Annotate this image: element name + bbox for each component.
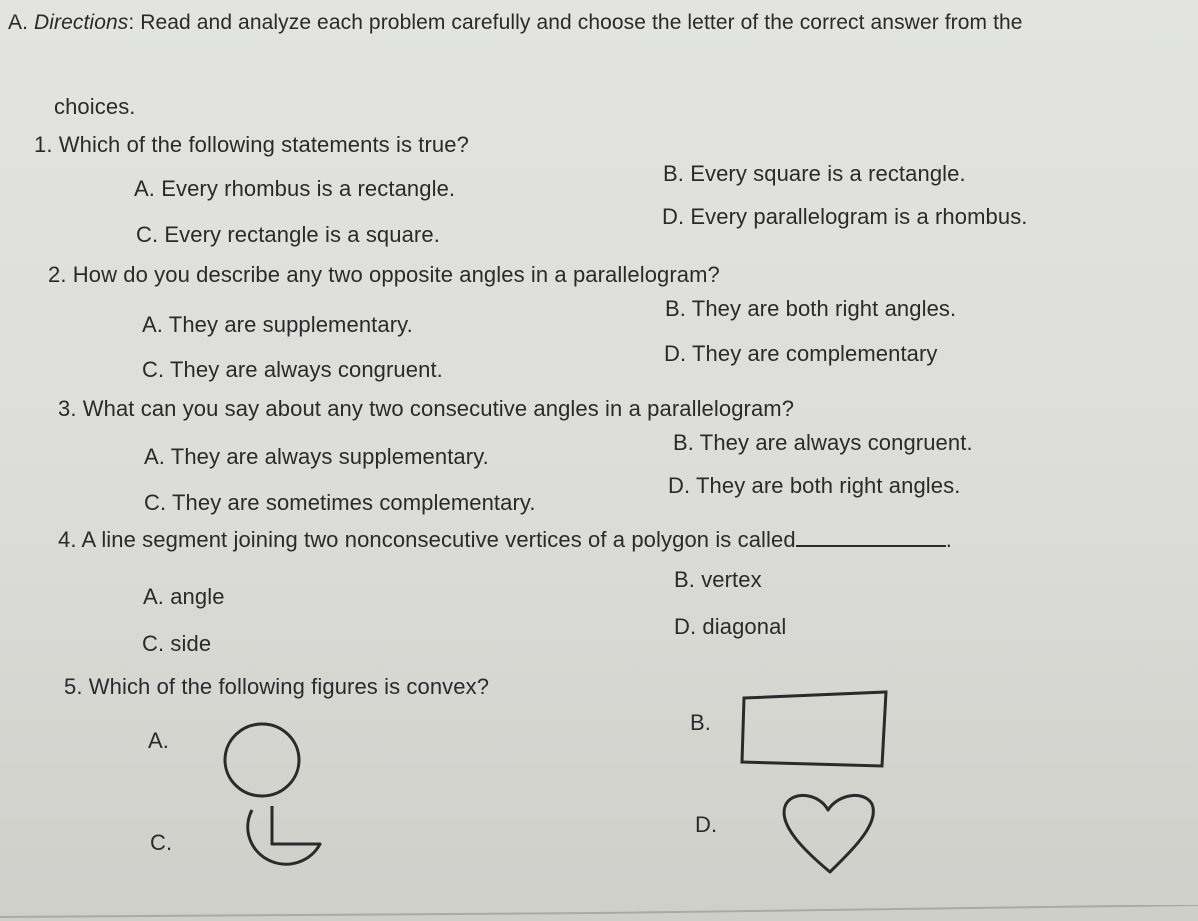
question-3-choice-a[interactable]: A. They are always supplementary.: [144, 444, 489, 469]
question-4-choice-c[interactable]: C. side: [142, 631, 212, 656]
question-2-choice-c[interactable]: C. They are always congruent.: [142, 357, 443, 382]
figure-c-notched-circle: [230, 800, 330, 886]
question-2-stem: 2. How do you describe any two opposite angles in a parallelogram?: [48, 262, 720, 287]
question-5-choice-d[interactable]: D.: [695, 812, 718, 837]
question-1-choice-c[interactable]: C. Every rectangle is a square.: [136, 222, 440, 247]
question-3-choice-b[interactable]: B. They are always congruent.: [673, 430, 973, 455]
question-3-choice-c[interactable]: C. They are sometimes complementary.: [144, 490, 536, 515]
answer-blank: [796, 527, 946, 547]
question-5-choice-a[interactable]: A.: [148, 728, 169, 753]
question-4-stem-end: .: [945, 527, 952, 552]
directions-line-2: choices.: [54, 94, 136, 119]
question-5-stem: 5. Which of the following figures is convex?: [64, 674, 490, 699]
page-bottom-edge: [0, 905, 1198, 921]
question-4-choice-d[interactable]: D. diagonal: [674, 614, 787, 639]
figure-d-heart: [776, 786, 880, 878]
directions-line-1: [8, 10, 1023, 36]
question-3-stem: 3. What can you say about any two consecutive angles in a parallelogram?: [58, 396, 795, 421]
question-4-choice-b[interactable]: B. vertex: [674, 567, 762, 592]
question-4-choice-a[interactable]: A. angle: [143, 584, 225, 609]
question-2-choice-a[interactable]: A. They are supplementary.: [142, 312, 413, 337]
question-2-choice-b[interactable]: B. They are both right angles.: [665, 296, 957, 321]
question-1-stem: 1. Which of the following statements is true?: [34, 132, 469, 157]
question-5-choice-c[interactable]: C.: [150, 830, 173, 855]
question-4-stem: 4. A line segment joining two nonconsecutive vertices of a polygon is called: [58, 527, 796, 552]
question-1-choice-b[interactable]: B. Every square is a rectangle.: [663, 161, 966, 186]
question-4-stem-line: [58, 527, 952, 553]
question-2-choice-d[interactable]: D. They are complementary: [664, 341, 938, 366]
directions-label: Directions: [33, 11, 129, 34]
question-1-choice-d[interactable]: D. Every parallelogram is a rhombus.: [662, 204, 1028, 229]
figure-b-rectangle: [738, 686, 894, 774]
figure-a-circle: [218, 718, 308, 802]
question-5-choice-b[interactable]: B.: [690, 710, 711, 735]
question-3-choice-d[interactable]: D. They are both right angles.: [668, 473, 961, 498]
question-1-choice-a[interactable]: A. Every rhombus is a rectangle.: [134, 176, 456, 201]
directions-prefix: A.: [8, 11, 29, 34]
directions-text-1: : Read and analyze each problem carefully and choose the letter of the correct answer from the: [128, 11, 1023, 34]
